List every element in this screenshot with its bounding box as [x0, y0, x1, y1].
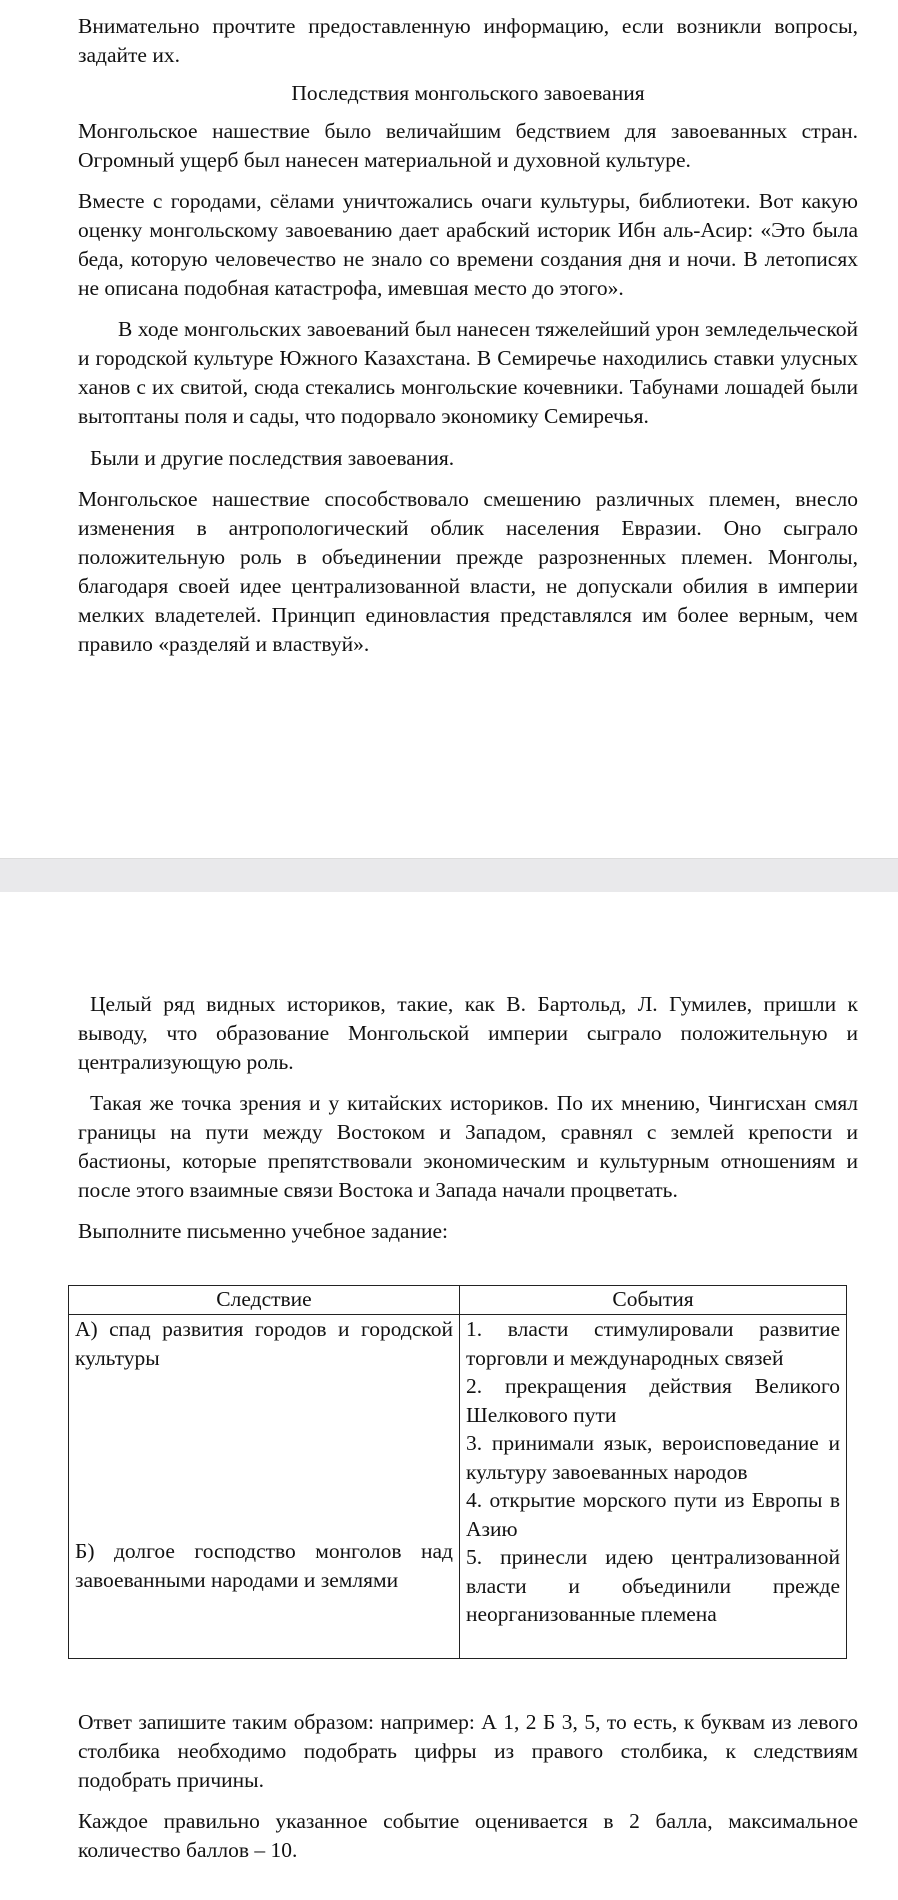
- consequences-cell: [69, 1315, 460, 1659]
- intro-paragraph: Внимательно прочтите предоставленную информацию, если возникли вопросы, задайте их.: [78, 14, 858, 67]
- paragraph: Целый ряд видных историков, такие, как В. Бартольд, Л. Гумилев, пришли к выводу, что образование Монгольской империи сыграло положительную и централизующую роль.: [78, 992, 858, 1074]
- table-header-row: [69, 1286, 847, 1315]
- page-1-body: [78, 12, 858, 659]
- event-item: 5. принесли идею централизованной власти и объединили прежде неорганизованные племена: [466, 1545, 840, 1626]
- event-item: 2. прекращения действия Великого Шелкового пути: [466, 1374, 840, 1427]
- column-header-consequence: Следствие: [69, 1286, 460, 1315]
- paragraph: Вместе с городами, сёлами уничтожались очаги культуры, библиотеки. Вот какую оценку монгольскому завоеванию дает арабский историк Ибн аль-Асир: «Это была беда, которую человечество не знало со времени создания дня и ночи. В летописях не описана подобная катастрофа, имевшая место до этого».: [78, 189, 858, 300]
- paragraph: В ходе монгольских завоеваний был нанесен тяжелейший урон земледельческой и городской культуре Южного Казахстана. В Семиречье находились ставки улусных ханов с их свитой, сюда стекались монгольские кочевники. Табунами лошадей были вытоптаны поля и сады, что подорвало экономику Семиречья.: [78, 317, 858, 428]
- event-item: 1. власти стимулировали развитие торговли и международных связей: [466, 1317, 840, 1370]
- paragraph: Такая же точка зрения и у китайских историков. По их мнению, Чингисхан смял границы на пути между Востоком и Западом, сравнял с землей крепости и бастионы, которые препятствовали экономическим и культурным отношениям и после этого взаимные связи Востока и Запада начали процветать.: [78, 1091, 858, 1202]
- event-item: 4. открытие морского пути из Европы в Азию: [466, 1488, 840, 1541]
- section-title: Последствия монгольского завоевания: [291, 81, 645, 105]
- page-2-body: [78, 990, 858, 1246]
- table-body-row: [69, 1315, 847, 1659]
- paragraph: Были и другие последствия завоевания.: [90, 446, 455, 470]
- event-item: 3. принимали язык, вероисповедание и культуру завоеванных народов: [466, 1431, 840, 1484]
- scoring-note: Каждое правильно указанное событие оценивается в 2 балла, максимальное количество баллов – 10.: [78, 1809, 858, 1862]
- column-header-events: События: [460, 1286, 847, 1315]
- paragraph: Монгольское нашествие было величайшим бедствием для завоеванных стран. Огромный ущерб был нанесен материальной и духовной культуре.: [78, 119, 858, 172]
- consequence-a: А) спад развития городов и городской культуры: [75, 1317, 453, 1370]
- events-cell: [460, 1315, 847, 1659]
- matching-table: [68, 1285, 847, 1659]
- consequence-b: Б) долгое господство монголов над завоеванными народами и землями: [75, 1539, 453, 1592]
- document-page-1: [0, 0, 898, 858]
- page-2-footer: [78, 1708, 858, 1865]
- paragraph: Монгольское нашествие способствовало смешению различных племен, внесло изменения в антропологический облик населения Евразии. Оно сыграло положительную роль в объединении прежде разрозненных племен. Монголы, благодаря своей идее централизованной власти, не допускали обилия в империи мелких владетелей. Принцип единовластия представлялся им более верным, чем правило «разделяй и властвуй».: [78, 487, 858, 656]
- answer-instruction: Ответ запишите таким образом: например: А 1, 2 Б 3, 5, то есть, к буквам из левого столбика необходимо подобрать цифры из правого столбика, к следствиям подобрать причины.: [78, 1710, 858, 1792]
- task-label: Выполните письменно учебное задание:: [78, 1219, 448, 1243]
- page-separator: [0, 858, 898, 894]
